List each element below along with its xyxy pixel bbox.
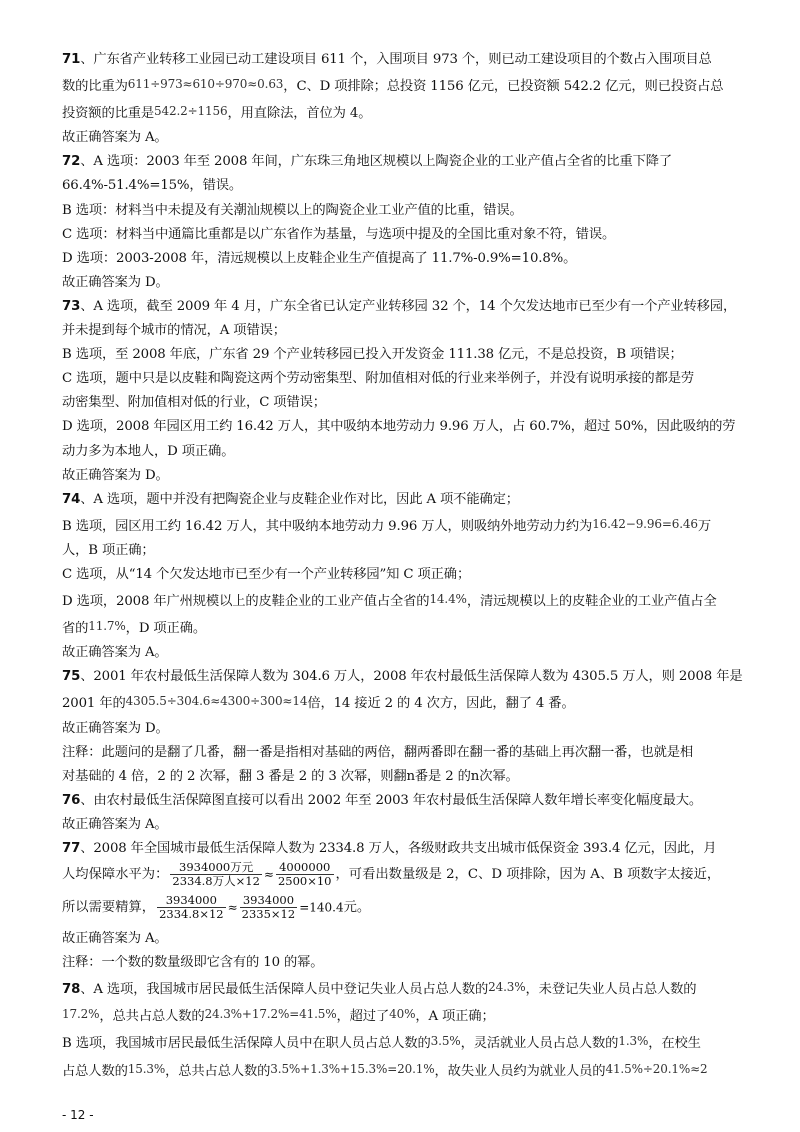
q73-option-d-2: 动力多为本地人，D 项正确。 — [62, 443, 235, 459]
q71-line-1: 71、广东省产业转移工业园已动工建设项目 611 个，入围项目 973 个，则已动工建设项目的个数占入围项目总 — [62, 52, 712, 67]
q75-note-1: 注释：此题问的是翻了几番，翻一番是指相对基础的两倍，翻两番即在翻一番的基础上再次翻一番，也就是相 — [62, 744, 694, 760]
q78-line-2: 17.2%，总共占总人数的24.3%+17.2%=41.5%，超过了40%，A 项正确； — [62, 1007, 495, 1025]
q74-formula-1: 16.42−9.96=6.46 — [592, 516, 698, 531]
q77-fraction-2: $\frac{4000000}{2500\times 10}$ — [277, 860, 332, 889]
q74-option-d-2: 省的11.7%，D 项正确。 — [62, 619, 206, 637]
q77-fraction-3: $\frac{3934000}{2334.8\times 12}$ — [159, 893, 224, 922]
q73-option-c-2: 动密集型、附加值相对低的行业，C 项错误； — [62, 395, 326, 411]
q74-option-c: C 选项，从“14 个欠发达地市已至少有一个产业转移园”知 C 项正确； — [62, 566, 471, 582]
q77-answer: 故正确答案为 A。 — [62, 931, 168, 947]
q73-line-2: 并未提到每个城市的情况，A 项错误； — [62, 323, 286, 339]
q71-answer: 故正确答案为 A。 — [62, 130, 168, 146]
q77-note: 注释：一个数的数量级即它含有的 10 的幂。 — [62, 955, 324, 971]
q71-line-3: 投资额的比重是542.2÷1156，用直除法，首位为 4。 — [62, 104, 372, 122]
q74-option-b-1: B 选项，园区用工约 16.42 万人，其中吸纳本地劳动力 9.96 万人，则吸纳外地劳动力约为16.42−9.96=6.46万 — [62, 516, 711, 534]
q74-number: 74 — [62, 491, 81, 507]
q75-line-2: 2001 年的4305.5÷304.6≈4300÷300≈14倍，14 接近 2 的 4 次方，因此，翻了 4 番。 — [62, 694, 575, 712]
q72-line-1: 72、A 选项：2003 年至 2008 年间，广东珠三角地区规模以上陶瓷企业的工业产值占全省的比重下降了 — [62, 154, 673, 170]
q71-number: 71 — [62, 52, 81, 67]
q76-number: 76 — [62, 792, 81, 808]
q74-answer: 故正确答案为 A。 — [62, 645, 168, 661]
q71-formula-1: 611÷973≈610÷970≈0.63 — [127, 77, 284, 92]
q74-formula-3: 11.7% — [88, 619, 126, 634]
q73-line-1: 73、A 选项，截至 2009 年 4 月，广东全省已认定产业转移园 32 个，14 个欠发达地市已至少有一个产业转移园， — [62, 298, 737, 314]
q75-number: 75 — [62, 669, 81, 685]
q71-formula-2: 542.2÷1156 — [154, 104, 228, 119]
q72-option-c: C 选项：材料当中通篇比重都是以广东省作为基量，与选项中提及的全国比重对象不符，错误。 — [62, 226, 616, 242]
q72-number: 72 — [62, 154, 81, 170]
q72-option-d: D 选项：2003-2008 年，清远规模以上皮鞋企业生产值提高了 11.7%-0.9%=10.8%。 — [62, 250, 577, 266]
q75-line-1: 75、2001 年农村最低生活保障人数为 304.6 万人，2008 年农村最低生活保障人数为 4305.5 万人，则 2008 年是 — [62, 669, 743, 685]
q77-line-1: 77、2008 年全国城市最低生活保障人数为 2334.8 万人，各级财政共支出城市低保资金 393.4 亿元，因此，月 — [62, 841, 717, 856]
q74-line-1: 74、A 选项，题中并没有把陶瓷企业与皮鞋企业作对比，因此 A 项不能确定； — [62, 491, 519, 507]
q72-line-2: 66.4%-51.4%=15%，错误。 — [62, 178, 243, 194]
q78-line-1: 78、A 选项，我国城市居民最低生活保障人员中登记失业人员占总人数的24.3%，未登记失业人员占总人数的 — [62, 980, 697, 998]
q78-option-b-2: 占总人数的15.3%，总共占总人数的3.5%+1.3%+15.3%=20.1%，故失业人员约为就业人员的41.5%÷20.1%≈2 — [62, 1061, 708, 1079]
q78-option-b-1: B 选项，我国城市居民最低生活保障人员中在职人员占总人数的3.5%，灵活就业人员占总人数的1.3%，在校生 — [62, 1034, 701, 1052]
q73-option-c-1: C 选项，题中只是以皮鞋和陶瓷这两个劳动密集型、附加值相对低的行业来举例子，并没有说明承接的都是劳 — [62, 371, 695, 387]
q72-answer: 故正确答案为 D。 — [62, 274, 169, 290]
q76-answer: 故正确答案为 A。 — [62, 816, 168, 832]
q77-fraction-1: $\frac{\text{3934000万元}}{\text{2334.8万人×12}}$ — [172, 860, 260, 889]
q73-answer: 故正确答案为 D。 — [62, 467, 169, 483]
page-number: - 12 - — [62, 1108, 94, 1122]
q74-formula-2: 14.4% — [429, 592, 467, 607]
q77-number: 77 — [62, 841, 81, 856]
q75-formula: 4305.5÷304.6≈4300÷300≈14 — [125, 694, 308, 709]
q74-option-b-2: 人，B 项正确； — [62, 542, 155, 558]
q77-line-2: 人均保障水平为： $\frac{\text{3934000万元}}{\text{2334.8万人×12}}$ ≈ $\frac{4000000}{2500\times 10}$ ，可看出数量级是 2，C、D 项排除，因为 A、B 项数字太接近， — [62, 860, 721, 889]
page-content — [62, 48, 746, 1084]
q75-note-2: 对基础的 4 倍，2 的 2 次幂，翻 3 番是 2 的 3 次幂，则翻n番是 2 的n次幂。 — [62, 768, 519, 784]
q77-line-3: 所以需要精算， $\frac{3934000}{2334.8\times 12}$ ≈ $\frac{3934000}{2335\times 12}$ =140.4元。 — [62, 893, 371, 922]
q78-number: 78 — [62, 982, 81, 998]
q77-fraction-4: $\frac{3934000}{2335\times 12}$ — [241, 893, 296, 922]
q74-option-d-1: D 选项，2008 年广州规模以上的皮鞋企业的工业产值占全省的14.4%，清远规模以上的皮鞋企业的工业产值占全 — [62, 592, 717, 610]
q73-number: 73 — [62, 298, 81, 314]
q73-option-d-1: D 选项，2008 年园区用工约 16.42 万人，其中吸纳本地劳动力 9.96 万人，占 60.7%，超过 50%，因此吸纳的劳 — [62, 419, 736, 435]
q73-option-b: B 选项，至 2008 年底，广东省 29 个产业转移园已投入开发资金 111.38 亿元，不是总投资，B 项错误； — [62, 347, 683, 363]
q76-line-1: 76、由农村最低生活保障图直接可以看出 2002 年至 2003 年农村最低生活保障人数年增长率变化幅度最大。 — [62, 792, 703, 808]
q72-option-b: B 选项：材料当中未提及有关潮汕规模以上的陶瓷企业工业产值的比重，错误。 — [62, 202, 523, 218]
q71-line-2: 数的比重为611÷973≈610÷970≈0.63，C、D 项排除；总投资 1156 亿元，已投资额 542.2 亿元，则已投资占总 — [62, 77, 724, 95]
q75-answer: 故正确答案为 D。 — [62, 720, 169, 736]
